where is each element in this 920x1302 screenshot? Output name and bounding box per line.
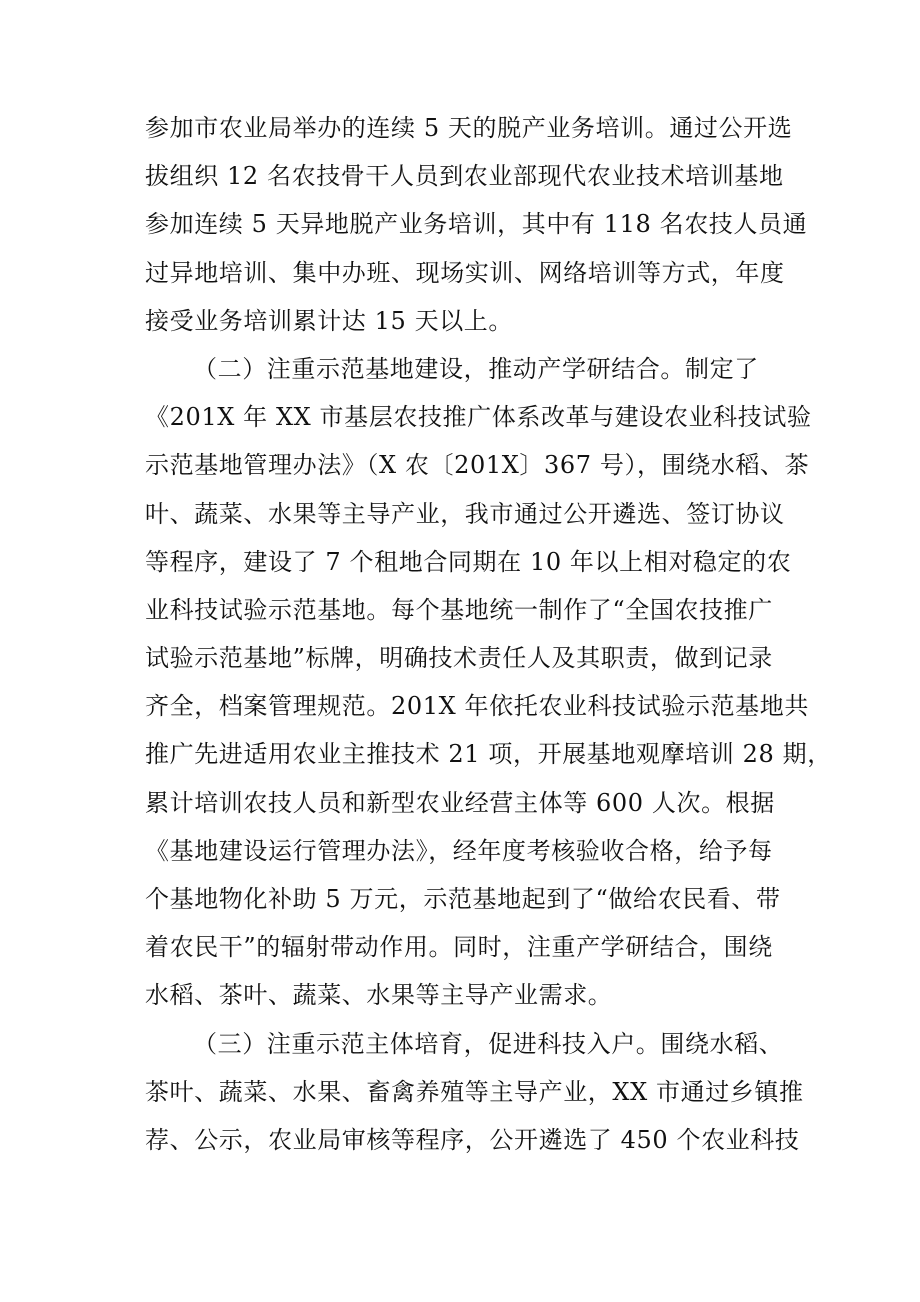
- section-heading-line: （二）注重示范基地建设，推动产学研结合。制定了: [193, 354, 759, 383]
- text-line: 拔组织 12 名农技骨干人员到农业部现代农业技术培训基地: [145, 162, 784, 191]
- text-line: 过异地培训、集中办班、现场实训、网络培训等方式，年度: [145, 258, 785, 287]
- section-heading-line: （三）注重示范主体培育，促进科技入户。围绕水稻、: [193, 1029, 784, 1058]
- text-line: 业科技试验示范基地。每个基地统一制作了“全国农技推广: [145, 595, 773, 624]
- text-line: 齐全，档案管理规范。201X 年依托农业科技试验示范基地共: [145, 692, 809, 721]
- text-line: 《201X 年 XX 市基层农技推广体系改革与建设农业科技试验: [145, 403, 812, 432]
- text-line: 着农民干”的辐射带动作用。同时，注重产学研结合，围绕: [145, 933, 773, 962]
- text-line: 示范基地管理办法》（X 农〔201X〕367 号），围绕水稻、茶: [145, 451, 810, 480]
- text-line: 个基地物化补助 5 万元，示范基地起到了“做给农民看、带: [145, 885, 781, 913]
- text-line: 试验示范基地”标牌，明确技术责任人及其职责，做到记录: [145, 644, 773, 673]
- text-line: 茶叶、蔬菜、水果、畜禽养殖等主导产业，XX 市通过乡镇推: [145, 1077, 804, 1106]
- text-line: 水稻、茶叶、蔬菜、水果等主导产业需求。: [145, 981, 613, 1010]
- text-line: 荐、公示，农业局审核等程序，公开遴选了 450 个农业科技: [145, 1125, 800, 1154]
- text-line: 参加市农业局举办的连续 5 天的脱产业务培训。通过公开选: [145, 114, 793, 142]
- text-line: 累计培训农技人员和新型农业经营主体等 600 人次。根据: [145, 788, 775, 817]
- text-line: 等程序，建设了 7 个租地合同期在 10 年以上相对稳定的农: [145, 547, 792, 576]
- text-line: 接受业务培训累计达 15 天以上。: [145, 306, 513, 335]
- text-line: 叶、蔬菜、水果等主导产业，我市通过公开遴选、签订协议: [145, 499, 785, 528]
- text-line: 推广先进适用农业主推技术 21 项，开展基地观摩培训 28 期，: [145, 740, 832, 769]
- text-line: 《基地建设运行管理办法》，经年度考核验收合格，给予每: [145, 836, 773, 865]
- text-line: 参加连续 5 天异地脱产业务培训，其中有 118 名农技人员通: [145, 210, 808, 239]
- document-body: [145, 104, 832, 1164]
